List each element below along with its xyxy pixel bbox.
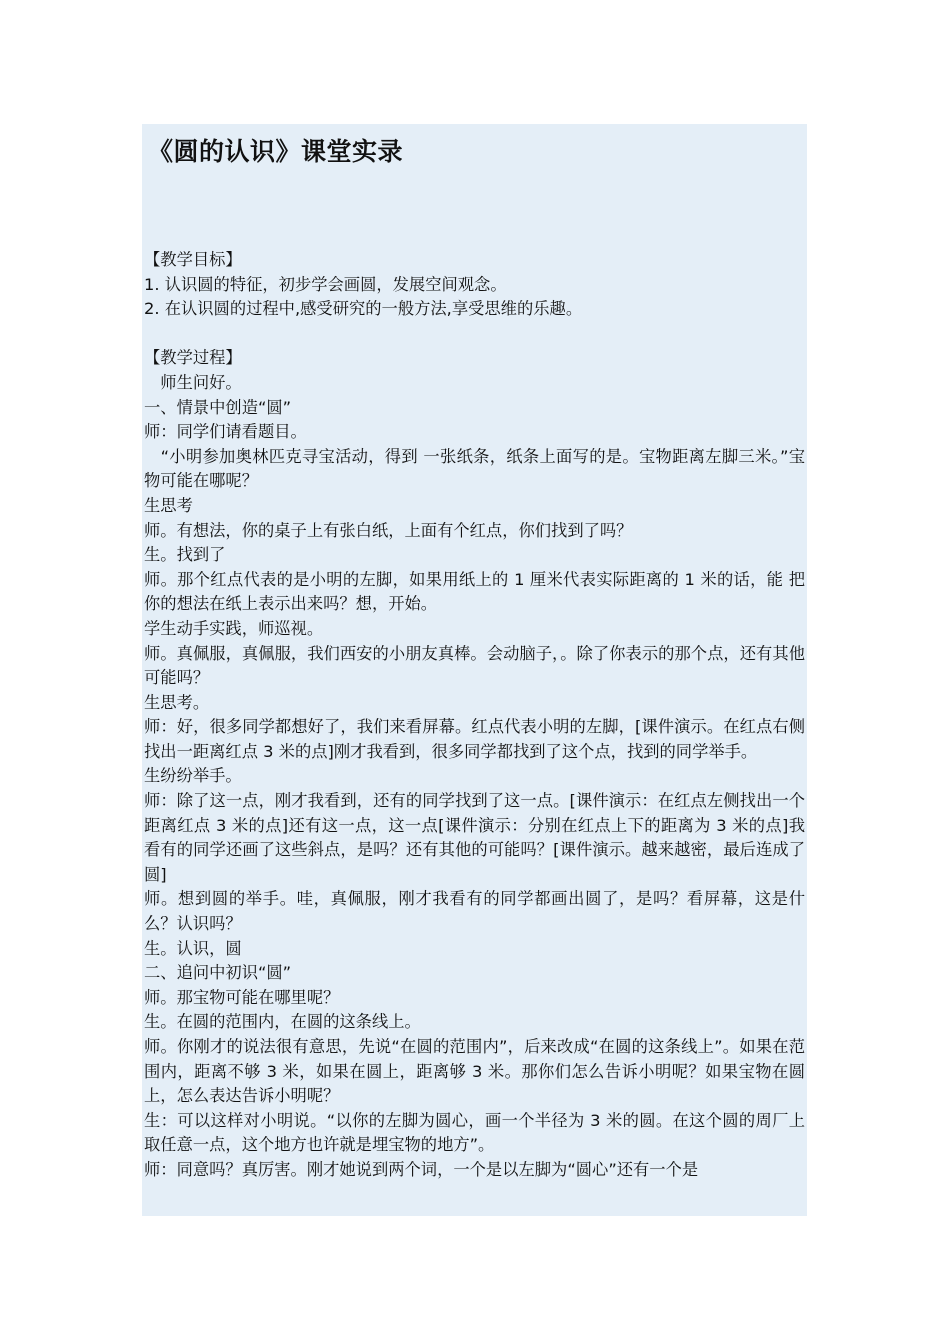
- paragraph: 师：好，很多同学都想好了，我们来看屏幕。红点代表小明的左脚，[课件演示。在红点右侧找出一距离红点 3 米的点]刚才我看到，很多同学都找到了这个点，找到的同学举手。: [144, 717, 805, 761]
- paragraph: 师：除了这一点，刚才我看到，还有的同学找到了这一点。[课件演示：在红点左侧找出一个距离红点 3 米的点]还有这一点，这一点[课件演示：分别在红点上下的距离为 3 米的点]我看有的同学还画了这些斜点，是吗？还有其他的可能吗？[课件演示。越来越密，最后连成了圆]: [144, 791, 805, 884]
- paragraph: 生。认识，圆: [144, 938, 242, 958]
- blank-line: [144, 322, 805, 347]
- paragraph: “小明参加奥林匹克寻宝活动，得到 一张纸条，纸条上面写的是。宝物距离左脚三米。”宝物可能在哪呢？: [144, 446, 805, 491]
- paragraph: 师：同意吗？真厉害。刚才她说到两个词，一个是以左脚为“圆心”还有一个是: [144, 1159, 699, 1179]
- paragraph: 生：可以这样对小明说。“以你的左脚为圆心，画一个半径为 3 米的圆。在这个圆的周厂上取任意一点，这个地方也许就是埋宝物的地方”。: [144, 1110, 805, 1155]
- paragraph: 生纷纷举手。: [144, 766, 242, 786]
- paragraph: 2. 在认识圆的过程中,感受研究的一般方法,享受思维的乐趣。: [144, 299, 583, 319]
- paragraph: 师。想到圆的举手。哇，真佩服，刚才我看有的同学都画出圆了，是吗？看屏幕，这是什么？认识吗？: [144, 889, 805, 934]
- paragraph: 师。真佩服，真佩服，我们西安的小朋友真棒。会动脑子，。除了你表示的那个点，还有其他可能吗？: [144, 643, 805, 688]
- paragraph: 师。有想法，你的桌子上有张白纸，上面有个红点，你们找到了吗？: [144, 520, 633, 540]
- paragraph: 生。在圆的范围内，在圆的这条线上。: [144, 1012, 421, 1032]
- paragraph: 1. 认识圆的特征，初步学会画圆，发展空间观念。: [144, 274, 507, 294]
- paragraph: 师。那宝物可能在哪里呢？: [144, 987, 340, 1007]
- paragraph: 【教学目标】: [144, 250, 242, 269]
- paragraph: 师。那个红点代表的是小明的左脚，如果用纸上的 1 厘米代表实际距离的 1 米的话，能 把你的想法在纸上表示出来吗？想，开始。: [144, 569, 805, 614]
- paragraph: 师生问好。: [144, 372, 242, 392]
- paragraph: 生思考。: [144, 692, 210, 712]
- paragraph: 生。找到了: [144, 545, 226, 565]
- paragraph: 师：同学们请看题目。: [144, 422, 307, 442]
- paragraph: 生思考: [144, 495, 193, 515]
- paragraph: 二、追问中初识“圆”: [144, 963, 292, 983]
- document-page: [142, 124, 807, 1216]
- document-title: 《圆的认识》课堂实录: [148, 137, 404, 166]
- paragraph: 【教学过程】: [144, 348, 242, 368]
- paragraph: 师。你刚才的说法很有意思，先说“在圆的范围内”，后来改成“在圆的这条线上”。如果在范围内，距离不够 3 米，如果在圆上，距离够 3 米。那你们怎么告诉小明呢？如果宝物在圆上，怎么表达告诉小明呢？: [144, 1037, 805, 1106]
- document-body: [144, 248, 805, 1183]
- paragraph: 学生动手实践，师巡视。: [144, 618, 324, 638]
- paragraph: 一、情景中创造“圆”: [144, 397, 292, 417]
